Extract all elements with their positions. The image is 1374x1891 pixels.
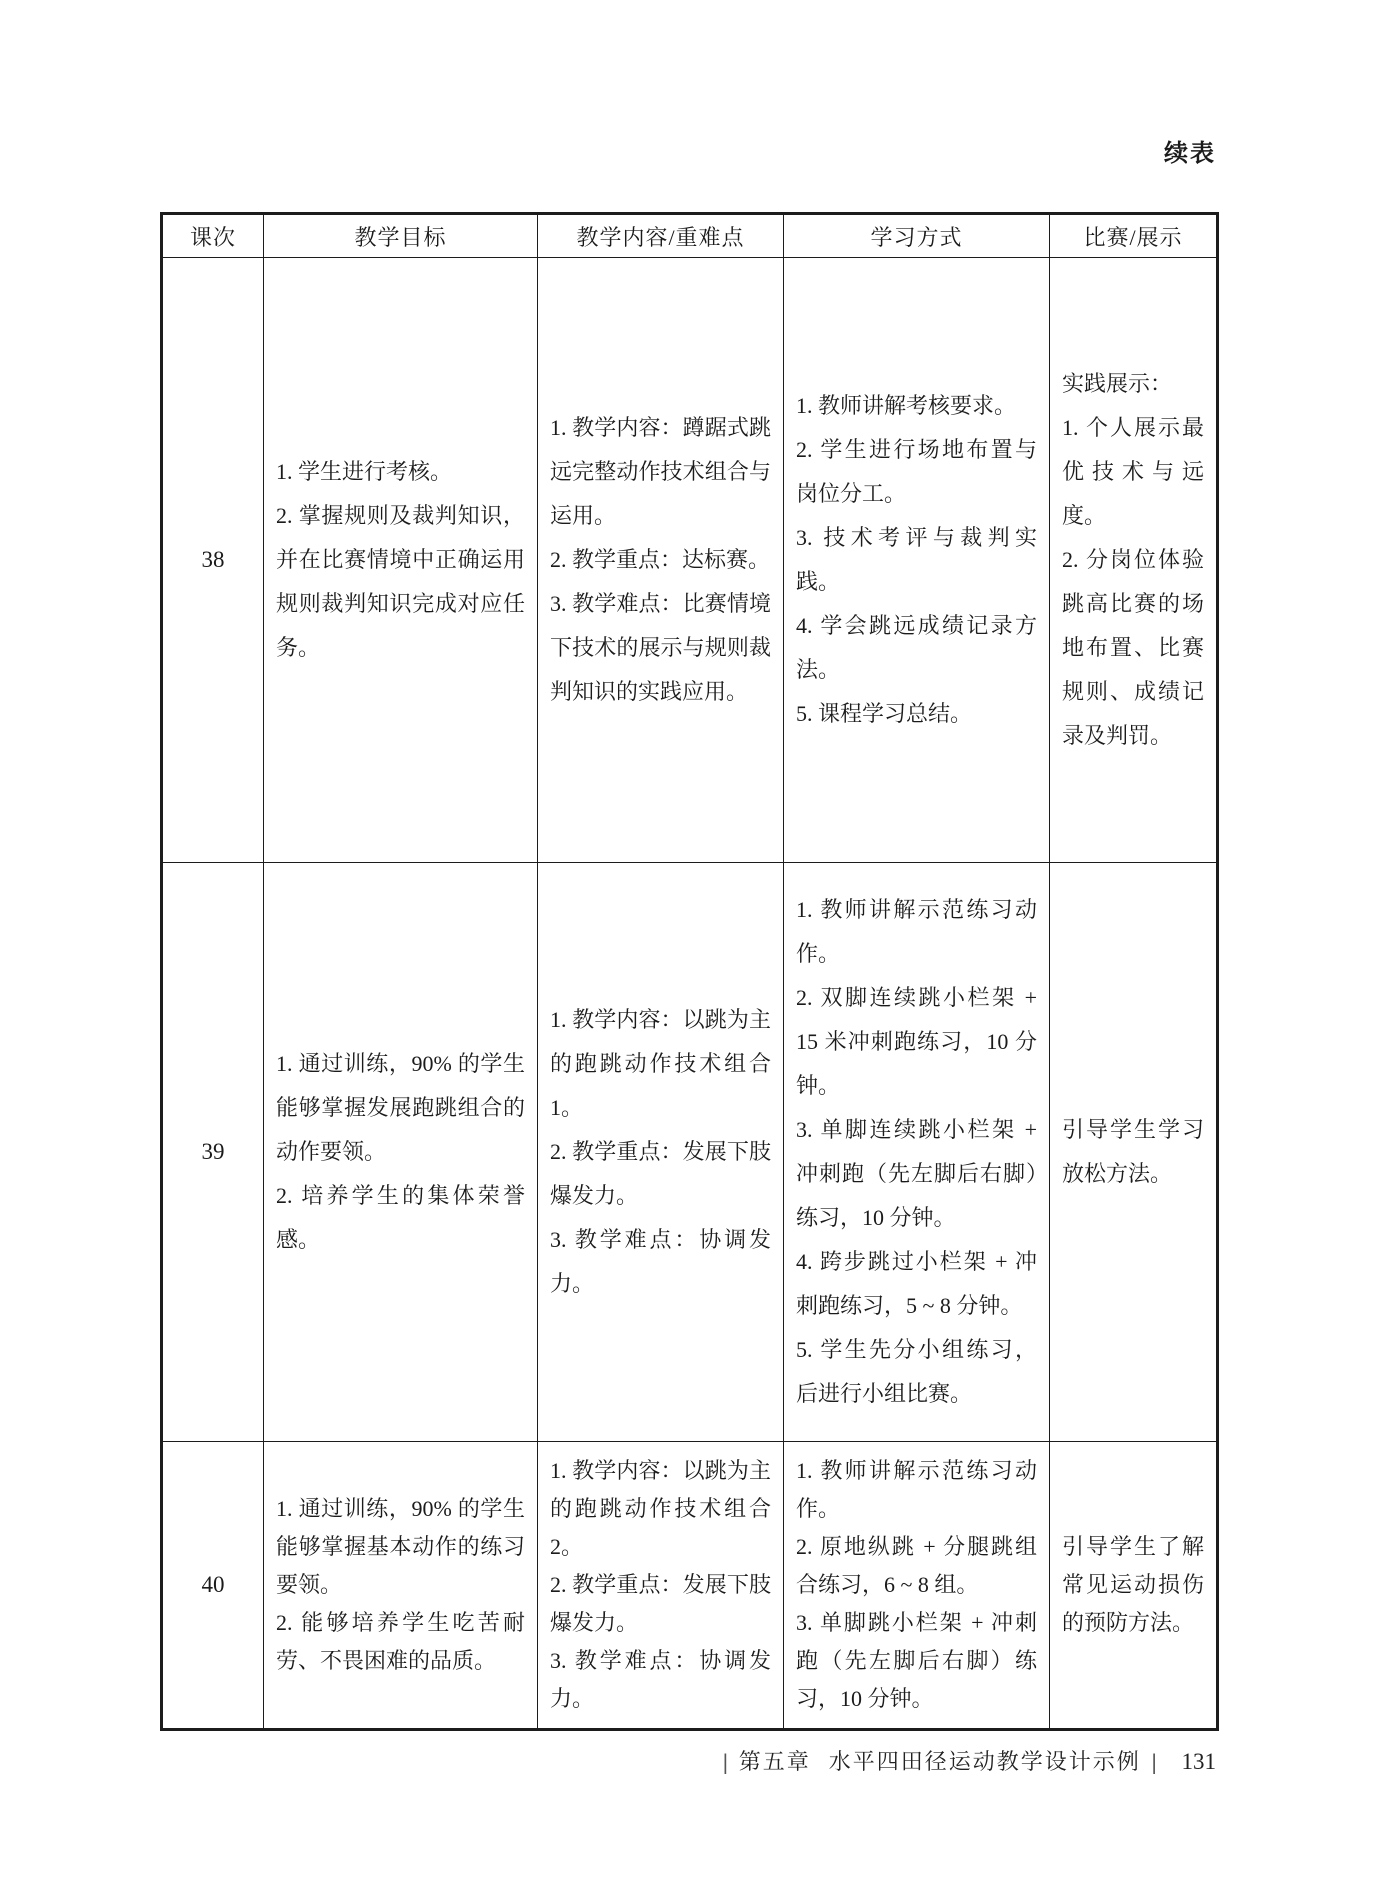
cell-paragraph: 3. 教学难点：比赛情境下技术的展示与规则裁判知识的实践应用。 xyxy=(550,591,771,704)
cell-paragraph: 5. 学生先分小组练习，后进行小组比赛。 xyxy=(796,1337,1037,1406)
cell-methods xyxy=(784,258,1050,863)
cell-paragraph: 3. 技术考评与裁判实践。 xyxy=(796,525,1037,594)
cell-objectives xyxy=(264,258,538,863)
cell-content xyxy=(538,258,784,863)
cell-paragraph: 2. 学生进行场地布置与岗位分工。 xyxy=(796,437,1037,506)
cell-methods xyxy=(784,1442,1050,1730)
table-row-lesson-39 xyxy=(162,863,1218,1442)
cell-paragraph: 2. 分岗位体验跳高比赛的场地布置、比赛规则、成绩记录及判罚。 xyxy=(1062,547,1204,748)
lesson-number: 39 xyxy=(162,863,264,1442)
cell-paragraph: 2. 培养学生的集体荣誉感。 xyxy=(276,1183,525,1252)
cell-content xyxy=(538,863,784,1442)
footer-chapter-title: 水平四田径运动教学设计示例 xyxy=(828,1749,1141,1774)
cell-paragraph: 1. 教师讲解考核要求。 xyxy=(796,393,1017,418)
cell-paragraph: 2. 教学重点：达标赛。 xyxy=(550,547,771,572)
cell-paragraph: 3. 教学难点：协调发力。 xyxy=(550,1227,771,1296)
lesson-plan-table xyxy=(160,212,1219,1731)
cell-paragraph: 2. 原地纵跳 + 分腿跳组合练习，6 ~ 8 组。 xyxy=(796,1534,1037,1597)
cell-paragraph: 4. 学会跳远成绩记录方法。 xyxy=(796,613,1037,682)
cell-paragraph: 1. 教师讲解示范练习动作。 xyxy=(796,897,1037,966)
page-footer xyxy=(712,1745,1216,1776)
cell-paragraph: 5. 课程学习总结。 xyxy=(796,701,973,726)
col-header-content: 教学内容/重难点 xyxy=(538,214,784,258)
cell-display xyxy=(1050,863,1218,1442)
table-header-row xyxy=(162,214,1218,258)
cell-paragraph: 1. 个人展示最优技术与远度。 xyxy=(1062,415,1204,528)
table-row-lesson-38 xyxy=(162,258,1218,863)
cell-paragraph: 4. 跨步跳过小栏架 + 冲刺跑练习，5 ~ 8 分钟。 xyxy=(796,1249,1037,1318)
continued-table-label: 续表 xyxy=(1164,140,1216,167)
col-header-display: 比赛/展示 xyxy=(1050,214,1218,258)
cell-paragraph: 2. 能够培养学生吃苦耐劳、不畏困难的品质。 xyxy=(276,1610,525,1673)
cell-paragraph: 2. 教学重点：发展下肢爆发力。 xyxy=(550,1139,771,1208)
cell-paragraph: 2. 双脚连续跳小栏架 + 15 米冲刺跑练习，10 分钟。 xyxy=(796,985,1037,1098)
cell-paragraph: 1. 通过训练，90% 的学生能够掌握发展跑跳组合的动作要领。 xyxy=(276,1051,525,1164)
cell-paragraph: 2. 掌握规则及裁判知识，并在比赛情境中正确运用规则裁判知识完成对应任务。 xyxy=(276,503,525,660)
col-header-lesson: 课次 xyxy=(162,214,264,258)
lesson-number: 40 xyxy=(162,1442,264,1730)
cell-paragraph: 1. 学生进行考核。 xyxy=(276,459,453,484)
cell-paragraph: 3. 教学难点：协调发力。 xyxy=(550,1648,771,1711)
cell-paragraph: 3. 单脚跳小栏架 + 冲刺跑（先左脚后右脚）练习，10 分钟。 xyxy=(796,1610,1037,1711)
page-number: 131 xyxy=(1181,1749,1216,1774)
cell-paragraph: 实践展示： xyxy=(1062,371,1173,396)
cell-paragraph: 1. 教学内容：以跳为主的跑跳动作技术组合 2。 xyxy=(550,1458,771,1559)
footer-chapter: 第五章 xyxy=(738,1749,811,1774)
col-header-methods: 学习方式 xyxy=(784,214,1050,258)
cell-paragraph: 1. 教师讲解示范练习动作。 xyxy=(796,1458,1037,1521)
cell-paragraph: 1. 通过训练，90% 的学生能够掌握基本动作的练习要领。 xyxy=(276,1496,525,1597)
col-header-objectives: 教学目标 xyxy=(264,214,538,258)
lesson-number: 38 xyxy=(162,258,264,863)
table-row-lesson-40 xyxy=(162,1442,1218,1730)
cell-methods xyxy=(784,863,1050,1442)
cell-paragraph: 引导学生学习放松方法。 xyxy=(1062,1117,1204,1186)
cell-objectives xyxy=(264,863,538,1442)
cell-paragraph: 1. 教学内容：以跳为主的跑跳动作技术组合 1。 xyxy=(550,1007,771,1120)
cell-display xyxy=(1050,258,1218,863)
footer-separator-right: | xyxy=(1150,1750,1158,1774)
cell-content xyxy=(538,1442,784,1730)
cell-paragraph: 3. 单脚连续跳小栏架 + 冲刺跑（先左脚后右脚）练习，10 分钟。 xyxy=(796,1117,1037,1230)
cell-paragraph: 2. 教学重点：发展下肢爆发力。 xyxy=(550,1572,771,1635)
cell-objectives xyxy=(264,1442,538,1730)
cell-paragraph: 1. 教学内容：蹲踞式跳远完整动作技术组合与运用。 xyxy=(550,415,771,528)
cell-paragraph: 引导学生了解常见运动损伤的预防方法。 xyxy=(1062,1534,1204,1635)
footer-separator-left: | xyxy=(721,1750,729,1774)
cell-display xyxy=(1050,1442,1218,1730)
